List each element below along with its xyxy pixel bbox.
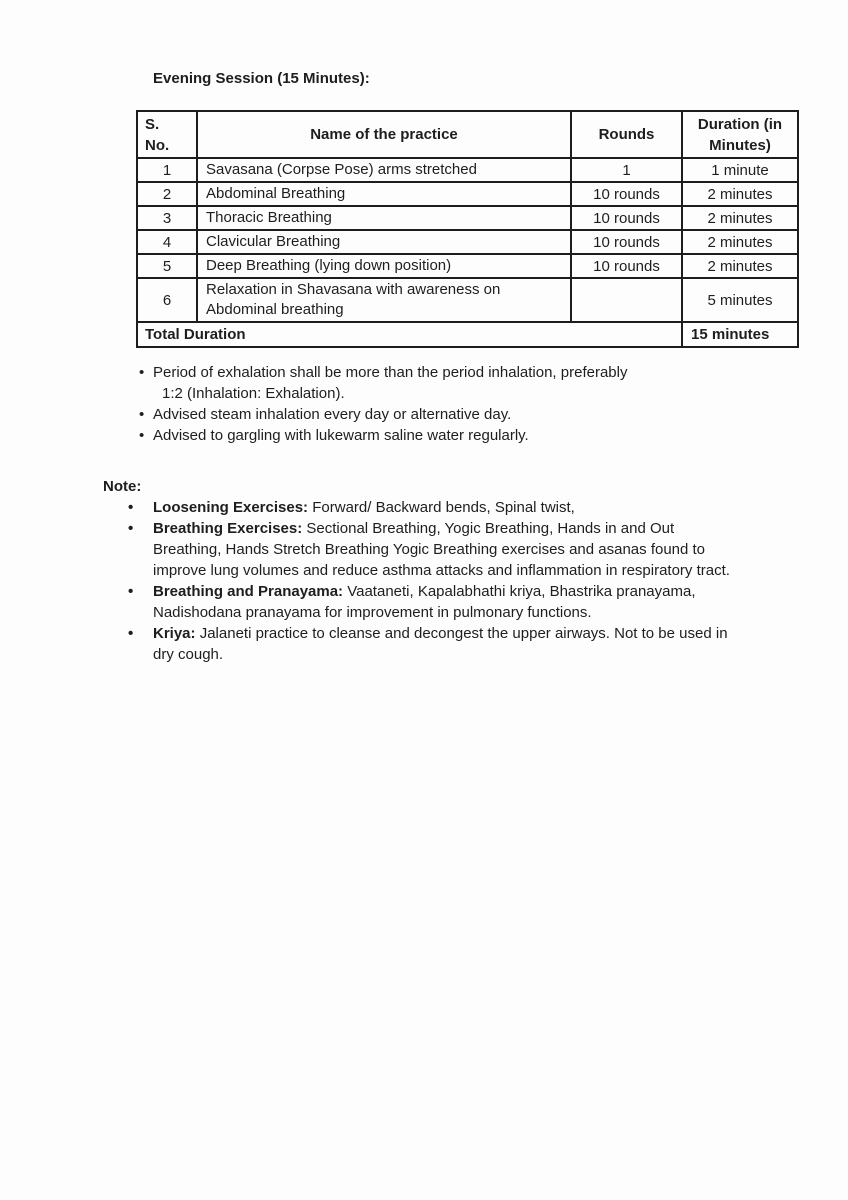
cell-rounds: 1 bbox=[571, 158, 682, 182]
list-item-text: Advised steam inhalation every day or alternative day. bbox=[153, 406, 512, 423]
cell-duration: 2 minutes bbox=[682, 254, 798, 278]
table-header-row bbox=[137, 111, 798, 158]
bullet-icon bbox=[139, 362, 153, 404]
table-row bbox=[137, 206, 798, 230]
header-sno bbox=[137, 111, 197, 158]
list-item-text bbox=[153, 362, 739, 404]
cell-duration: 5 minutes bbox=[682, 278, 798, 322]
list-item-line: 1:2 (Inhalation: Exhalation). bbox=[162, 385, 345, 402]
table-row bbox=[137, 158, 798, 182]
list-item-line: Period of exhalation shall be more than the period inhalation, preferably bbox=[153, 364, 628, 381]
table-row bbox=[137, 230, 798, 254]
table-total-row bbox=[137, 322, 798, 347]
note-item-label: Kriya: bbox=[153, 625, 196, 642]
cell-sno: 1 bbox=[137, 158, 197, 182]
list-item bbox=[139, 425, 739, 446]
list-item bbox=[128, 581, 763, 623]
cell-duration: 2 minutes bbox=[682, 182, 798, 206]
note-item-body: Forward/ Backward bends, Spinal twist, bbox=[312, 499, 575, 516]
practice-schedule-table bbox=[136, 110, 799, 348]
cell-practice-name: Thoracic Breathing bbox=[197, 206, 571, 230]
cell-duration: 2 minutes bbox=[682, 206, 798, 230]
note-item-body: Vaataneti, Kapalabhathi kriya, Bhastrika pranayama, Nadishodana pranayama for improvement in pulmonary functions. bbox=[153, 583, 696, 621]
bullet-icon bbox=[128, 518, 153, 581]
cell-sno: 6 bbox=[137, 278, 197, 322]
note-heading: Note: bbox=[103, 478, 142, 495]
table-row bbox=[137, 278, 798, 322]
header-duration-line1: Duration (in bbox=[697, 115, 783, 133]
total-duration-label: Total Duration bbox=[137, 322, 682, 347]
note-item-body: Sectional Breathing, Yogic Breathing, Hands in and Out Breathing, Hands Stretch Breathing Yogic Breathing exercises and asanas found to improve lung volumes and reduce asthma attacks and inflammation in respiratory tract. bbox=[153, 520, 730, 579]
list-item bbox=[128, 497, 763, 518]
cell-duration: 2 minutes bbox=[682, 230, 798, 254]
header-sno-line1: S. bbox=[145, 115, 160, 133]
list-item-text: Advised to gargling with lukewarm saline water regularly. bbox=[153, 427, 529, 444]
note-item-label: Breathing Exercises: bbox=[153, 520, 303, 537]
cell-sno: 3 bbox=[137, 206, 197, 230]
table-row bbox=[137, 254, 798, 278]
bullet-icon bbox=[139, 425, 153, 446]
total-duration-value: 15 minutes bbox=[682, 322, 798, 347]
list-item-text bbox=[153, 518, 738, 581]
cell-practice-name: Abdominal Breathing bbox=[197, 182, 571, 206]
list-item bbox=[139, 362, 739, 404]
bullet-icon bbox=[128, 581, 153, 623]
note-item-label: Breathing and Pranayama: bbox=[153, 583, 344, 600]
cell-sno: 4 bbox=[137, 230, 197, 254]
cell-rounds: 10 rounds bbox=[571, 182, 682, 206]
list-item-text bbox=[153, 581, 738, 623]
list-item bbox=[139, 404, 739, 425]
cell-practice-name: Relaxation in Shavasana with awareness on Abdominal breathing bbox=[197, 278, 571, 322]
cell-practice-name: Savasana (Corpse Pose) arms stretched bbox=[197, 158, 571, 182]
list-item-text bbox=[153, 497, 738, 518]
bullet-icon bbox=[139, 404, 153, 425]
cell-rounds: 10 rounds bbox=[571, 206, 682, 230]
table-row bbox=[137, 182, 798, 206]
note-item-body: Jalaneti practice to cleanse and decongest the upper airways. Not to be used in dry cough. bbox=[153, 625, 728, 663]
bullet-icon bbox=[128, 497, 153, 518]
header-duration-line2: Minutes) bbox=[709, 136, 771, 154]
bullet-icon bbox=[128, 623, 153, 665]
cell-rounds bbox=[571, 278, 682, 322]
header-sno-line2: No. bbox=[145, 136, 170, 154]
cell-sno: 5 bbox=[137, 254, 197, 278]
list-item bbox=[128, 623, 763, 665]
section-heading: Evening Session (15 Minutes): bbox=[153, 70, 370, 87]
cell-practice-name: Clavicular Breathing bbox=[197, 230, 571, 254]
cell-sno: 2 bbox=[137, 182, 197, 206]
cell-rounds: 10 rounds bbox=[571, 254, 682, 278]
cell-duration: 1 minute bbox=[682, 158, 798, 182]
cell-practice-name: Deep Breathing (lying down position) bbox=[197, 254, 571, 278]
note-section bbox=[103, 476, 763, 665]
header-duration bbox=[682, 111, 798, 158]
header-name: Name of the practice bbox=[197, 111, 571, 158]
list-item-text bbox=[153, 623, 738, 665]
list-item bbox=[128, 518, 763, 581]
note-item-label: Loosening Exercises: bbox=[153, 499, 309, 516]
advice-bullet-list bbox=[139, 362, 739, 446]
header-rounds: Rounds bbox=[571, 111, 682, 158]
cell-rounds: 10 rounds bbox=[571, 230, 682, 254]
note-bullet-list bbox=[103, 497, 763, 665]
